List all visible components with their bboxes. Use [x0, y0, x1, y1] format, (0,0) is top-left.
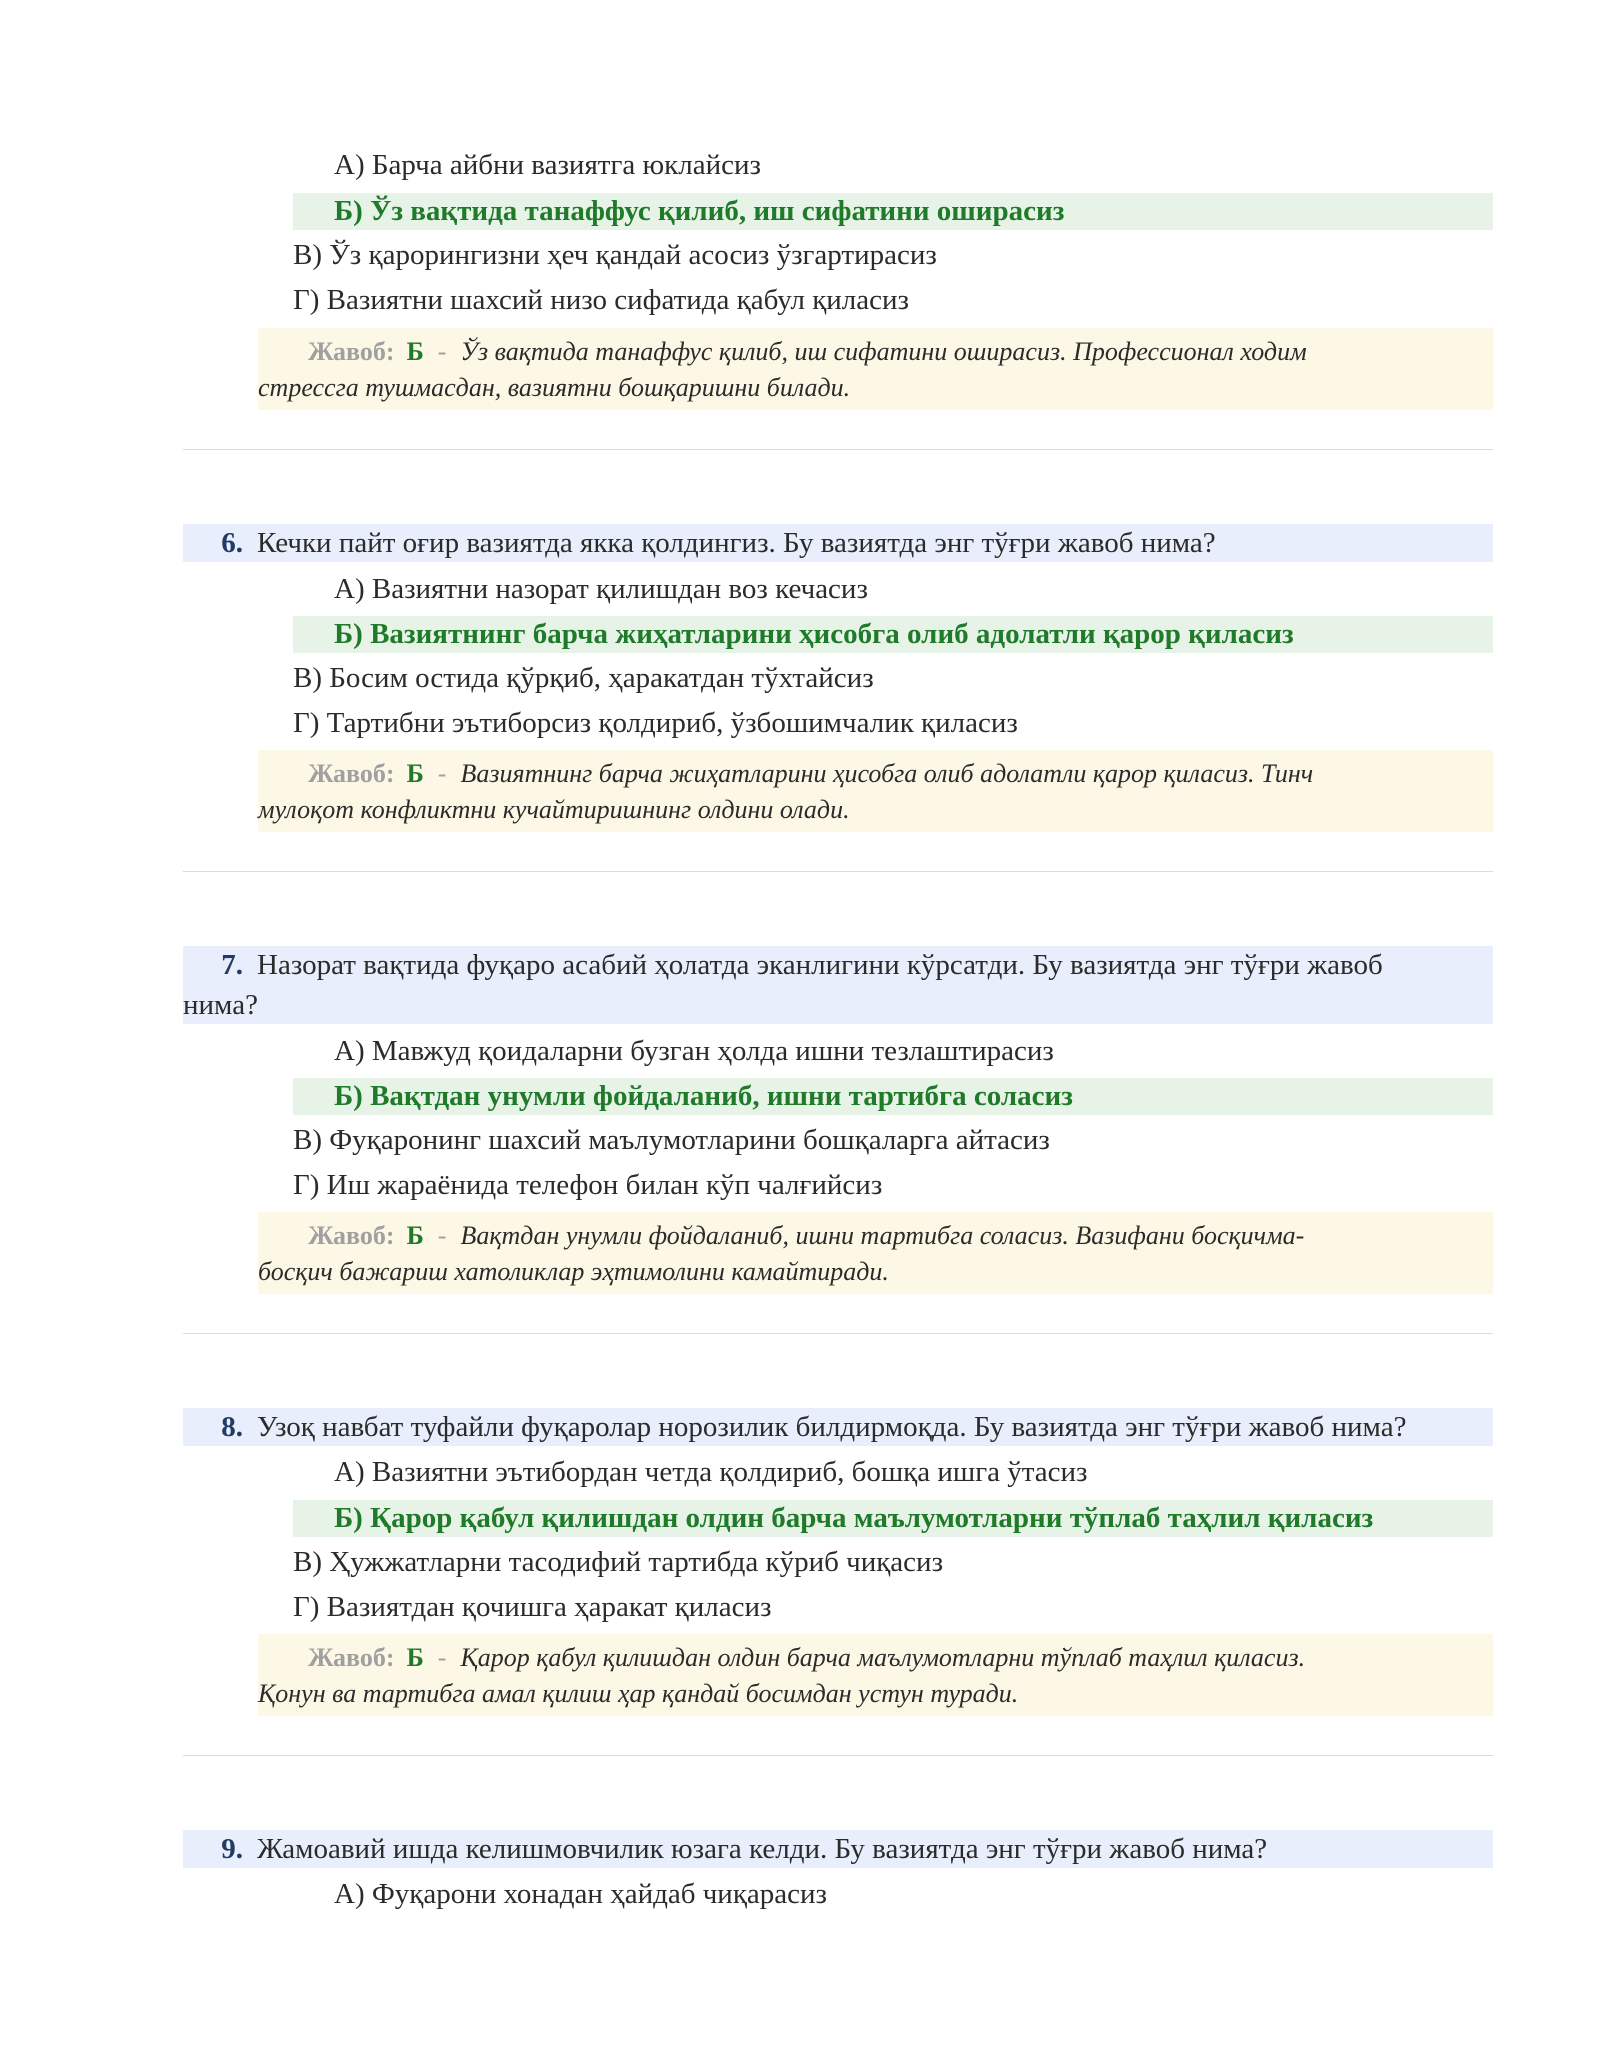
q7-option-b-correct: Б) Вақтдан унумли фойдаланиб, ишни тартибга соласиз	[334, 1080, 1073, 1112]
q6-answer-line2: мулоқот конфликтни кучайтиришнинг олдини олади.	[258, 795, 850, 824]
q8-option-g: Г) Вазиятдан қочишга ҳаракат қиласиз	[293, 1591, 772, 1623]
q7-question	[183, 945, 1493, 1025]
q6-answer-line1: Жавоб: Б - Вазиятнинг барча жиҳатларини ҳисобга олиб адолатли қарор қиласиз. Тинч	[308, 759, 1314, 788]
q8-answer-box	[258, 1634, 1493, 1716]
q7-option-v: В) Фуқаронинг шахсий маълумотларини бошқаларга айтасиз	[293, 1124, 1050, 1156]
q8-answer-line1: Жавоб: Б - Қарор қабул қилишдан олдин барча маълумотларни тўплаб таҳлил қиласиз.	[308, 1643, 1306, 1672]
q7-text: Назорат вақтида фуқаро асабий ҳолатда эканлигини кўрсатди. Бу вазиятда энг тўғри жавоб	[257, 949, 1383, 981]
q8-option-v: В) Ҳужжатларни тасодифий тартибда кўриб чиқасиз	[293, 1546, 944, 1578]
q8-number: 8.	[221, 1411, 243, 1443]
q7-number: 7.	[221, 949, 243, 981]
q5-answer-box	[258, 328, 1493, 410]
q5-answer-line2: стрессга тушмасдан, вазиятни бошқаришни билади.	[258, 373, 851, 402]
q6-option-g: Г) Тартибни эътиборсиз қолдириб, ўзбошимчалик қиласиз	[293, 707, 1018, 739]
q9-text: Жамоавий ишда келишмовчилик юзага келди. Бу вазиятда энг тўғри жавоб нима?	[257, 1833, 1268, 1865]
q9-question	[183, 1829, 1493, 1869]
section-divider	[183, 449, 1493, 450]
q7-answer-line2: босқич бажариш хатоликлар эҳтимолини камайтиради.	[258, 1257, 889, 1286]
q5-option-v: В) Ўз қарорингизни ҳеч қандай асосиз ўзгартирасиз	[293, 239, 937, 271]
q5-option-g: Г) Вазиятни шахсий низо сифатида қабул қиласиз	[293, 284, 909, 316]
q7-option-a: А) Мавжуд қоидаларни бузган ҳолда ишни тезлаштирасиз	[334, 1035, 1054, 1067]
q6-question	[183, 523, 1493, 563]
q6-option-v: В) Босим остида қўрқиб, ҳаракатдан тўхтайсиз	[293, 662, 874, 694]
q6-option-a: А) Вазиятни назорат қилишдан воз кечасиз	[334, 573, 868, 605]
q9-option-a: А) Фуқарони хонадан ҳайдаб чиқарасиз	[334, 1878, 827, 1910]
q8-question	[183, 1407, 1493, 1447]
q9-number: 9.	[221, 1833, 243, 1865]
q5-option-a: А) Барча айбни вазиятга юклайсиз	[334, 149, 761, 181]
q7-answer-box	[258, 1212, 1493, 1294]
section-divider	[183, 1755, 1493, 1756]
q8-option-a: А) Вазиятни эътибордан четда қолдириб, бошқа ишга ўтасиз	[334, 1456, 1088, 1488]
q5-answer-line1: Жавоб: Б - Ўз вақтида танаффус қилиб, иш сифатини оширасиз. Профессионал ходим	[308, 337, 1307, 366]
section-divider	[183, 871, 1493, 872]
section-divider	[183, 1333, 1493, 1334]
q6-option-b-correct: Б) Вазиятнинг барча жиҳатларини ҳисобга олиб адолатли қарор қиласиз	[334, 618, 1294, 650]
q5-option-b-correct: Б) Ўз вақтида танаффус қилиб, иш сифатини оширасиз	[334, 195, 1065, 227]
q7-text-line2: нима?	[183, 989, 258, 1021]
q8-option-b-correct: Б) Қарор қабул қилишдан олдин барча маълумотларни тўплаб таҳлил қиласиз	[334, 1502, 1374, 1534]
q6-text: Кечки пайт оғир вазиятда якка қолдингиз. Бу вазиятда энг тўғри жавоб нима?	[257, 527, 1216, 559]
q6-number: 6.	[221, 527, 243, 559]
q8-answer-line2: Қонун ва тартибга амал қилиш ҳар қандай босимдан устун туради.	[258, 1679, 1019, 1708]
q6-answer-box	[258, 750, 1493, 832]
q8-text: Узоқ навбат туфайли фуқаролар норозилик билдирмоқда. Бу вазиятда энг тўғри жавоб нима?	[257, 1411, 1407, 1443]
q7-answer-line1: Жавоб: Б - Вақтдан унумли фойдаланиб, ишни тартибга соласиз. Вазифани босқичма-	[308, 1221, 1305, 1250]
q7-option-g: Г) Иш жараёнида телефон билан кўп чалғийсиз	[293, 1169, 883, 1201]
